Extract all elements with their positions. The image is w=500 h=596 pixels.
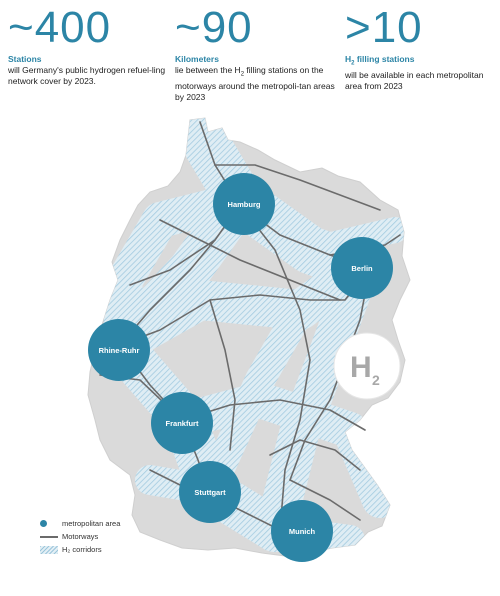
city-label-rhine-ruhr: Rhine-Ruhr	[98, 346, 140, 355]
legend-label: Motorways	[62, 532, 99, 541]
legend-item-motorways	[40, 530, 120, 543]
stat-number: >10	[345, 3, 423, 52]
legend-item-corridors	[40, 543, 120, 556]
stat-title: $H_2$ filling stations	[345, 54, 415, 67]
legend-label: metropolitan area	[62, 519, 121, 528]
city-label-hamburg: Hamburg	[227, 200, 261, 209]
metro-hamburg[interactable]	[213, 173, 275, 235]
stat-description: will Germany's public hydrogen refuel-ling network cover by 2023.	[8, 65, 166, 86]
metro-berlin[interactable]	[331, 237, 393, 299]
city-label-frankfurt: Frankfurt	[165, 419, 199, 428]
city-label-berlin: Berlin	[351, 264, 373, 273]
stat-number: ~90	[175, 3, 253, 52]
stat-number: ~400	[8, 3, 112, 52]
stat-description: will be available in each metropolitan area from 2023	[345, 69, 484, 91]
h2-badge-sub: 2	[372, 372, 380, 388]
legend-label: H₂ corridors	[62, 545, 102, 554]
map-legend	[40, 517, 120, 556]
metro-stuttgart[interactable]	[179, 461, 241, 523]
city-label-stuttgart: Stuttgart	[194, 488, 226, 497]
stat-title: Stations	[8, 54, 42, 64]
metro-munich[interactable]	[271, 500, 333, 562]
motorway-line-icon	[40, 536, 58, 538]
metro-frankfurt[interactable]	[151, 392, 213, 454]
corridor-hatch-icon	[40, 546, 58, 554]
city-label-munich: Munich	[288, 527, 316, 536]
stat-title: Kilometers	[175, 54, 219, 64]
stat-description: lie between the $H_2$ filling stations on the motorways around the metropoli-tan areas by 2023	[175, 65, 335, 102]
h2-badge	[334, 333, 400, 399]
h2-badge-main: H	[350, 351, 372, 384]
metro-dot-icon	[40, 520, 47, 527]
legend-item-metro	[40, 517, 120, 530]
metro-rhine-ruhr[interactable]	[88, 319, 150, 381]
